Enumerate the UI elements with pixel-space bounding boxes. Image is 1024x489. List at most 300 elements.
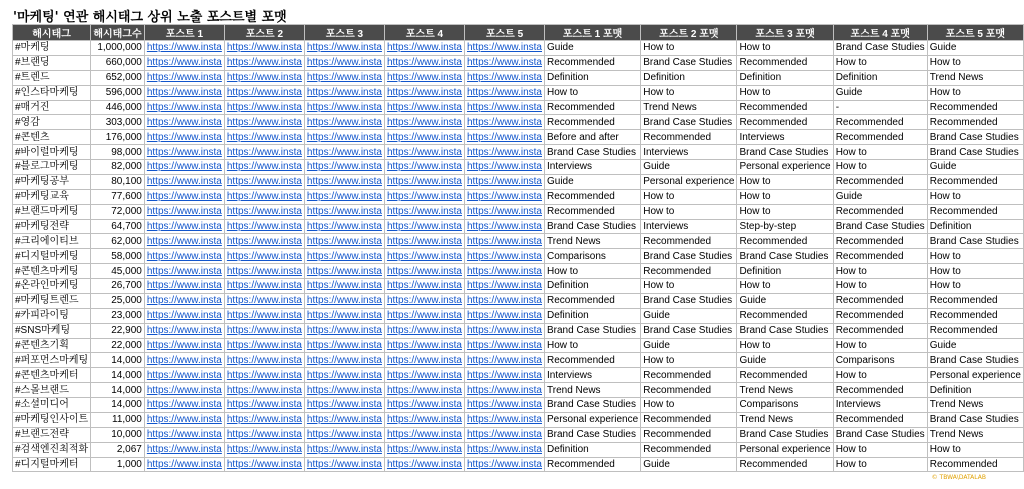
post-link-cell[interactable]: https://www.insta [384,234,464,249]
post-link-cell[interactable]: https://www.insta [464,323,544,338]
post-link-cell[interactable]: https://www.insta [384,41,464,56]
post-link-cell[interactable]: https://www.insta [304,130,384,145]
post-format-cell: Guide [641,308,737,323]
post-link-cell[interactable]: https://www.insta [384,189,464,204]
post-link-cell[interactable]: https://www.insta [144,412,224,427]
post-link-cell[interactable]: https://www.insta [464,279,544,294]
table-header-row [13,25,1024,41]
post-link-cell[interactable]: https://www.insta [304,219,384,234]
post-link-cell[interactable]: https://www.insta [224,130,304,145]
post-format-cell: Recommended [545,189,641,204]
post-format-cell: How to [833,457,927,472]
post-link-cell[interactable]: https://www.insta [464,85,544,100]
hashtag-cell: #카피라이팅 [13,308,91,323]
post-format-cell: How to [927,279,1023,294]
post-format-cell: Recommended [737,100,833,115]
column-header: 포스트 5 [464,25,544,41]
post-link-cell[interactable]: https://www.insta [304,412,384,427]
post-link-cell[interactable]: https://www.insta [224,308,304,323]
post-format-cell: Guide [833,85,927,100]
post-format-cell: Recommended [545,115,641,130]
post-format-cell: How to [927,55,1023,70]
post-format-cell: Brand Case Studies [641,293,737,308]
post-link-cell[interactable]: https://www.insta [224,457,304,472]
post-format-cell: How to [833,442,927,457]
post-link-cell[interactable]: https://www.insta [384,457,464,472]
post-link-cell[interactable]: https://www.insta [224,219,304,234]
post-link-cell[interactable]: https://www.insta [384,115,464,130]
post-link-cell[interactable]: https://www.insta [144,338,224,353]
post-link-cell[interactable]: https://www.insta [464,308,544,323]
post-link-cell[interactable]: https://www.insta [144,70,224,85]
post-format-cell: Recommended [927,115,1023,130]
post-link-cell[interactable]: https://www.insta [224,115,304,130]
post-format-cell: Trend News [927,398,1023,413]
post-format-cell: Interviews [545,160,641,175]
post-format-cell: Personal experience [641,174,737,189]
post-link-cell[interactable]: https://www.insta [144,308,224,323]
post-link-cell[interactable]: https://www.insta [224,55,304,70]
post-format-cell: Step-by-step [737,219,833,234]
post-link-cell[interactable]: https://www.insta [304,41,384,56]
post-link-cell[interactable]: https://www.insta [224,338,304,353]
post-format-cell: Definition [927,383,1023,398]
post-link-cell[interactable]: https://www.insta [464,70,544,85]
hashtag-count-cell: 14,000 [91,398,145,413]
post-format-cell: Comparisons [833,353,927,368]
table-row [13,353,1024,368]
post-link-cell[interactable]: https://www.insta [224,323,304,338]
post-link-cell[interactable]: https://www.insta [464,100,544,115]
table-body [13,41,1024,472]
column-header: 포스트 2 [224,25,304,41]
table-row [13,368,1024,383]
hashtag-cell: #마케팅전략 [13,219,91,234]
post-format-cell: Guide [737,353,833,368]
post-format-cell: Definition [545,70,641,85]
post-format-cell: Personal experience [545,412,641,427]
post-link-cell[interactable]: https://www.insta [384,323,464,338]
post-link-cell[interactable]: https://www.insta [304,338,384,353]
post-format-cell: Brand Case Studies [833,219,927,234]
post-link-cell[interactable]: https://www.insta [304,55,384,70]
post-link-cell[interactable]: https://www.insta [384,174,464,189]
hashtag-cell: #마케팅인사이트 [13,412,91,427]
post-format-cell: How to [641,353,737,368]
post-link-cell[interactable]: https://www.insta [304,70,384,85]
column-header: 포스트 2 포맷 [641,25,737,41]
post-format-cell: Guide [545,41,641,56]
post-format-cell: How to [737,85,833,100]
post-format-cell: How to [641,204,737,219]
post-link-cell[interactable]: https://www.insta [144,100,224,115]
post-format-cell: How to [737,174,833,189]
hashtag-count-cell: 446,000 [91,100,145,115]
post-link-cell[interactable]: https://www.insta [144,427,224,442]
post-format-cell: Brand Case Studies [545,145,641,160]
post-format-cell: Brand Case Studies [545,219,641,234]
post-link-cell[interactable]: https://www.insta [304,398,384,413]
post-format-cell: Guide [737,293,833,308]
post-format-cell: Brand Case Studies [545,398,641,413]
post-link-cell[interactable]: https://www.insta [224,85,304,100]
post-format-cell: Brand Case Studies [927,145,1023,160]
post-link-cell[interactable]: https://www.insta [384,264,464,279]
post-link-cell[interactable]: https://www.insta [464,383,544,398]
post-link-cell[interactable]: https://www.insta [304,145,384,160]
table-row [13,293,1024,308]
hashtag-cell: #온라인마케팅 [13,279,91,294]
post-link-cell[interactable]: https://www.insta [384,70,464,85]
post-link-cell[interactable]: https://www.insta [224,189,304,204]
post-format-cell: Interviews [641,145,737,160]
post-format-cell: How to [927,249,1023,264]
hashtag-count-cell: 80,100 [91,174,145,189]
post-format-cell: Interviews [641,219,737,234]
post-link-cell[interactable]: https://www.insta [304,279,384,294]
table-row [13,70,1024,85]
post-link-cell[interactable]: https://www.insta [224,412,304,427]
post-link-cell[interactable]: https://www.insta [464,130,544,145]
table-row [13,174,1024,189]
post-link-cell[interactable]: https://www.insta [144,279,224,294]
post-format-cell: Brand Case Studies [927,353,1023,368]
post-link-cell[interactable]: https://www.insta [144,457,224,472]
hashtag-cell: #검색엔진최적화 [13,442,91,457]
post-format-cell: Recommended [641,368,737,383]
post-link-cell[interactable]: https://www.insta [464,264,544,279]
hashtag-cell: #콘텐츠기획 [13,338,91,353]
post-format-cell: How to [545,338,641,353]
post-link-cell[interactable]: https://www.insta [384,338,464,353]
post-link-cell[interactable]: https://www.insta [304,189,384,204]
post-link-cell[interactable]: https://www.insta [384,145,464,160]
post-link-cell[interactable]: https://www.insta [384,442,464,457]
post-link-cell[interactable]: https://www.insta [384,249,464,264]
post-link-cell[interactable]: https://www.insta [464,398,544,413]
post-link-cell[interactable]: https://www.insta [384,368,464,383]
post-link-cell[interactable]: https://www.insta [304,264,384,279]
table-row [13,338,1024,353]
post-link-cell[interactable]: https://www.insta [304,293,384,308]
post-format-cell: Recommended [641,383,737,398]
post-format-cell: Guide [641,160,737,175]
hashtag-count-cell: 14,000 [91,383,145,398]
hashtag-count-cell: 22,000 [91,338,145,353]
post-format-cell: Recommended [927,204,1023,219]
table-row [13,115,1024,130]
post-link-cell[interactable]: https://www.insta [224,249,304,264]
hashtag-count-cell: 596,000 [91,85,145,100]
post-link-cell[interactable]: https://www.insta [304,427,384,442]
post-link-cell[interactable]: https://www.insta [144,145,224,160]
post-format-cell: Brand Case Studies [737,145,833,160]
post-link-cell[interactable]: https://www.insta [144,442,224,457]
post-link-cell[interactable]: https://www.insta [304,85,384,100]
post-format-cell: Recommended [545,353,641,368]
post-link-cell[interactable]: https://www.insta [144,353,224,368]
hashtag-cell: #디지털마케터 [13,457,91,472]
hashtag-cell: #브랜드전략 [13,427,91,442]
post-link-cell[interactable]: https://www.insta [464,412,544,427]
table-row [13,427,1024,442]
table-row [13,398,1024,413]
post-format-cell: Definition [927,219,1023,234]
post-link-cell[interactable]: https://www.insta [384,353,464,368]
post-link-cell[interactable]: https://www.insta [144,115,224,130]
post-link-cell[interactable]: https://www.insta [464,353,544,368]
post-link-cell[interactable]: https://www.insta [144,189,224,204]
hashtag-count-cell: 25,000 [91,293,145,308]
post-link-cell[interactable]: https://www.insta [224,204,304,219]
table-row [13,323,1024,338]
post-link-cell[interactable]: https://www.insta [304,457,384,472]
post-link-cell[interactable]: https://www.insta [464,145,544,160]
post-format-cell: Recommended [641,234,737,249]
post-link-cell[interactable]: https://www.insta [224,353,304,368]
post-format-cell: Brand Case Studies [833,41,927,56]
post-format-cell: Brand Case Studies [833,427,927,442]
post-link-cell[interactable]: https://www.insta [224,41,304,56]
post-format-cell: Recommended [545,204,641,219]
post-format-cell: Recommended [833,115,927,130]
post-link-cell[interactable]: https://www.insta [384,204,464,219]
table-row [13,130,1024,145]
post-link-cell[interactable]: https://www.insta [304,174,384,189]
post-format-cell: Trend News [927,427,1023,442]
post-format-cell: Recommended [545,457,641,472]
footer-credit: © TBWA\DATALAB [931,474,986,481]
post-link-cell[interactable]: https://www.insta [144,293,224,308]
post-link-cell[interactable]: https://www.insta [384,308,464,323]
column-header: 포스트 3 포맷 [737,25,833,41]
post-format-cell: Trend News [737,412,833,427]
post-link-cell[interactable]: https://www.insta [304,115,384,130]
hashtag-cell: #매거진 [13,100,91,115]
post-link-cell[interactable]: https://www.insta [304,323,384,338]
post-link-cell[interactable]: https://www.insta [384,85,464,100]
post-link-cell[interactable]: https://www.insta [304,234,384,249]
post-format-cell: Interviews [833,398,927,413]
table-row [13,457,1024,472]
post-link-cell[interactable]: https://www.insta [464,442,544,457]
post-link-cell[interactable]: https://www.insta [144,130,224,145]
hashtag-count-cell: 660,000 [91,55,145,70]
post-link-cell[interactable]: https://www.insta [224,442,304,457]
post-link-cell[interactable]: https://www.insta [224,398,304,413]
post-link-cell[interactable]: https://www.insta [144,398,224,413]
post-format-cell: Recommended [737,308,833,323]
post-link-cell[interactable]: https://www.insta [224,368,304,383]
post-format-cell: Trend News [927,70,1023,85]
post-format-cell: How to [833,145,927,160]
post-link-cell[interactable]: https://www.insta [144,204,224,219]
post-format-cell: Brand Case Studies [927,412,1023,427]
post-format-cell: Recommended [927,100,1023,115]
hashtag-count-cell: 26,700 [91,279,145,294]
hashtag-cell: #영감 [13,115,91,130]
table-row [13,264,1024,279]
post-link-cell[interactable]: https://www.insta [464,55,544,70]
post-format-cell: How to [641,189,737,204]
post-format-cell: Recommended [641,442,737,457]
post-link-cell[interactable]: https://www.insta [384,293,464,308]
post-link-cell[interactable]: https://www.insta [464,338,544,353]
post-format-cell: Trend News [545,234,641,249]
post-link-cell[interactable]: https://www.insta [464,427,544,442]
post-link-cell[interactable]: https://www.insta [384,427,464,442]
post-format-cell: Definition [545,308,641,323]
post-link-cell[interactable]: https://www.insta [144,383,224,398]
post-format-cell: Interviews [545,368,641,383]
post-link-cell[interactable]: https://www.insta [464,115,544,130]
post-format-cell: Guide [833,189,927,204]
post-format-cell: Brand Case Studies [737,323,833,338]
post-link-cell[interactable]: https://www.insta [144,219,224,234]
post-link-cell[interactable]: https://www.insta [464,160,544,175]
post-link-cell[interactable]: https://www.insta [224,70,304,85]
post-link-cell[interactable]: https://www.insta [464,293,544,308]
post-link-cell[interactable]: https://www.insta [384,398,464,413]
column-header: 포스트 4 [384,25,464,41]
post-format-cell: How to [833,160,927,175]
post-format-cell: Comparisons [737,398,833,413]
hashtag-count-cell: 1,000,000 [91,41,145,56]
post-link-cell[interactable]: https://www.insta [224,100,304,115]
post-link-cell[interactable]: https://www.insta [144,234,224,249]
post-format-cell: How to [737,279,833,294]
table-row [13,234,1024,249]
hashtag-count-cell: 303,000 [91,115,145,130]
table-row [13,308,1024,323]
post-format-cell: How to [927,189,1023,204]
post-link-cell[interactable]: https://www.insta [384,383,464,398]
post-format-cell: - [833,100,927,115]
post-link-cell[interactable]: https://www.insta [464,174,544,189]
post-link-cell[interactable]: https://www.insta [304,353,384,368]
hashtag-count-cell: 22,900 [91,323,145,338]
post-format-cell: How to [641,279,737,294]
post-format-cell: Recommended [737,115,833,130]
post-link-cell[interactable]: https://www.insta [384,100,464,115]
post-link-cell[interactable]: https://www.insta [384,55,464,70]
post-link-cell[interactable]: https://www.insta [464,249,544,264]
post-link-cell[interactable]: https://www.insta [224,145,304,160]
post-format-cell: Personal experience [737,160,833,175]
table-row [13,279,1024,294]
post-format-cell: Recommended [641,264,737,279]
post-link-cell[interactable]: https://www.insta [144,249,224,264]
hashtag-count-cell: 64,700 [91,219,145,234]
post-link-cell[interactable]: https://www.insta [384,412,464,427]
table-row [13,383,1024,398]
post-format-cell: Personal experience [737,442,833,457]
post-link-cell[interactable]: https://www.insta [144,160,224,175]
post-link-cell[interactable]: https://www.insta [464,41,544,56]
post-link-cell[interactable]: https://www.insta [144,41,224,56]
hashtag-cell: #디지털마케팅 [13,249,91,264]
post-format-cell: Recommended [737,457,833,472]
hashtag-cell: #마케팅교육 [13,189,91,204]
post-link-cell[interactable]: https://www.insta [224,279,304,294]
hashtag-format-table [12,24,1024,472]
post-link-cell[interactable]: https://www.insta [224,160,304,175]
post-link-cell[interactable]: https://www.insta [224,234,304,249]
post-link-cell[interactable]: https://www.insta [464,457,544,472]
hashtag-cell: #SNS마케팅 [13,323,91,338]
post-link-cell[interactable]: https://www.insta [144,174,224,189]
post-link-cell[interactable]: https://www.insta [144,323,224,338]
table-row [13,442,1024,457]
hashtag-count-cell: 176,000 [91,130,145,145]
post-format-cell: Guide [545,174,641,189]
post-format-cell: Recommended [833,204,927,219]
post-format-cell: Guide [641,457,737,472]
post-link-cell[interactable]: https://www.insta [384,279,464,294]
table-row [13,85,1024,100]
post-link-cell[interactable]: https://www.insta [144,85,224,100]
post-link-cell[interactable]: https://www.insta [304,249,384,264]
post-link-cell[interactable]: https://www.insta [384,160,464,175]
post-link-cell[interactable]: https://www.insta [224,383,304,398]
post-link-cell[interactable]: https://www.insta [464,234,544,249]
post-link-cell[interactable]: https://www.insta [144,368,224,383]
post-format-cell: Recommended [927,293,1023,308]
post-link-cell[interactable]: https://www.insta [144,264,224,279]
post-link-cell[interactable]: https://www.insta [224,293,304,308]
post-format-cell: Personal experience [927,368,1023,383]
post-link-cell[interactable]: https://www.insta [304,368,384,383]
hashtag-count-cell: 14,000 [91,353,145,368]
table-row [13,41,1024,56]
post-link-cell[interactable]: https://www.insta [304,383,384,398]
post-format-cell: Recommended [927,457,1023,472]
post-link-cell[interactable]: https://www.insta [304,100,384,115]
hashtag-cell: #크리에이티브 [13,234,91,249]
post-format-cell: Trend News [737,383,833,398]
post-link-cell[interactable]: https://www.insta [304,308,384,323]
post-link-cell[interactable]: https://www.insta [304,442,384,457]
post-link-cell[interactable]: https://www.insta [464,204,544,219]
post-link-cell[interactable]: https://www.insta [224,427,304,442]
post-format-cell: Definition [833,70,927,85]
table-row [13,55,1024,70]
post-format-cell: Recommended [833,383,927,398]
post-format-cell: Recommended [545,293,641,308]
post-format-cell: Definition [737,264,833,279]
post-link-cell[interactable]: https://www.insta [304,204,384,219]
post-format-cell: Recommended [833,130,927,145]
post-link-cell[interactable]: https://www.insta [384,130,464,145]
post-format-cell: Recommended [833,234,927,249]
hashtag-cell: #콘텐츠 [13,130,91,145]
post-format-cell: Brand Case Studies [545,323,641,338]
post-link-cell[interactable]: https://www.insta [464,189,544,204]
table-row [13,160,1024,175]
post-link-cell[interactable]: https://www.insta [464,368,544,383]
post-link-cell[interactable]: https://www.insta [464,219,544,234]
post-format-cell: Recommended [833,323,927,338]
post-format-cell: Brand Case Studies [927,130,1023,145]
post-link-cell[interactable]: https://www.insta [144,55,224,70]
post-link-cell[interactable]: https://www.insta [224,174,304,189]
hashtag-count-cell: 98,000 [91,145,145,160]
post-link-cell[interactable]: https://www.insta [384,219,464,234]
post-link-cell[interactable]: https://www.insta [304,160,384,175]
post-format-cell: How to [641,41,737,56]
post-link-cell[interactable]: https://www.insta [224,264,304,279]
post-format-cell: How to [833,368,927,383]
